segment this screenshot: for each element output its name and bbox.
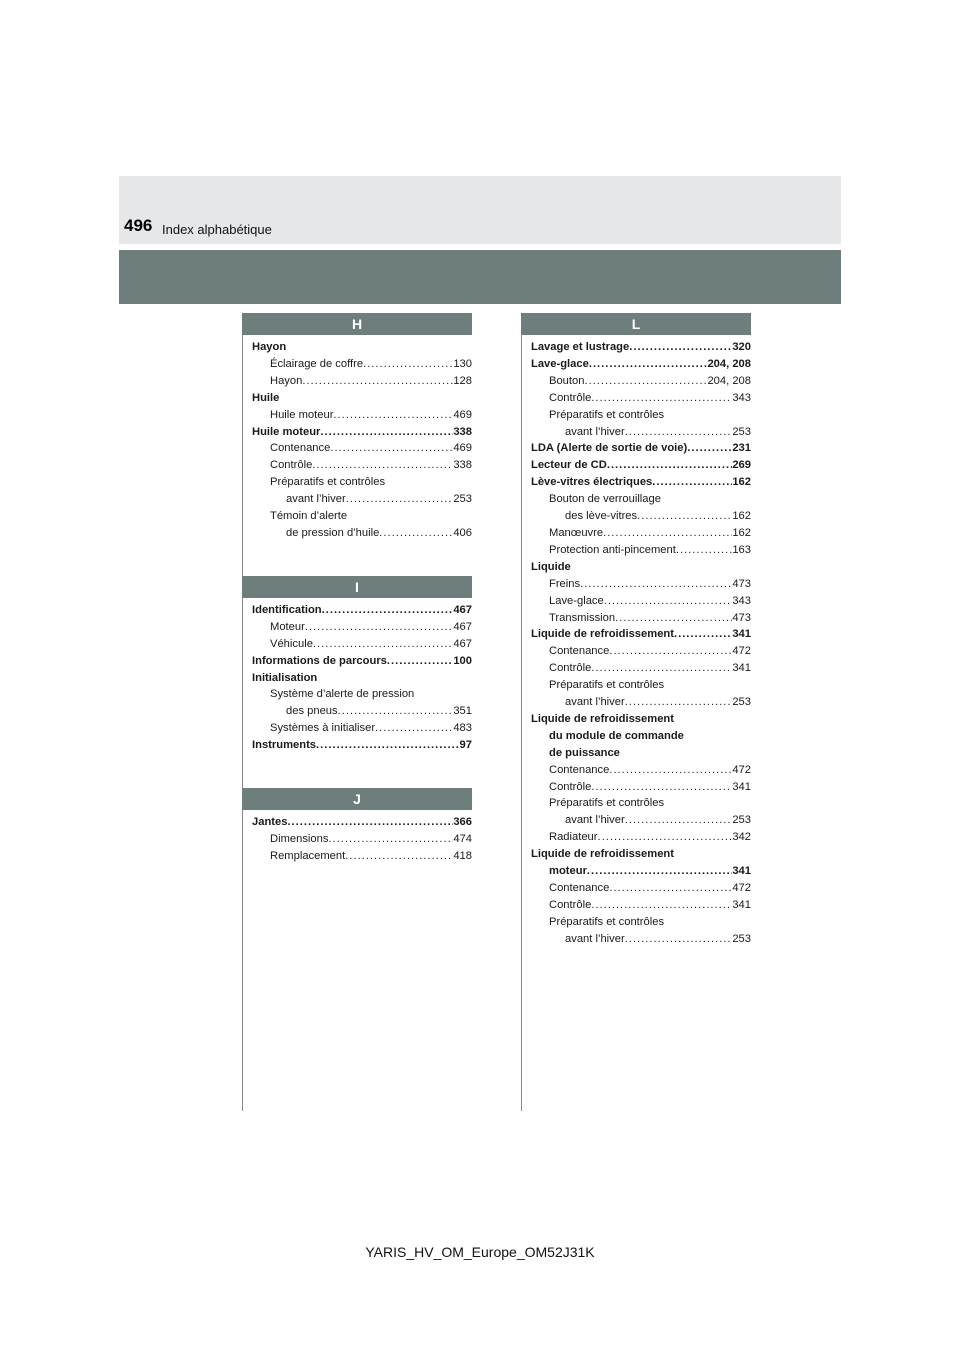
- index-entry-label: Contrôle: [270, 459, 313, 472]
- index-entry-label: Contenance: [549, 645, 610, 658]
- index-entry-page: 269: [732, 459, 751, 472]
- index-entry[interactable]: [252, 670, 472, 687]
- index-entry[interactable]: [531, 728, 751, 745]
- index-entry-label: Véhicule: [270, 637, 313, 650]
- index-entry-page: 163: [732, 543, 751, 556]
- index-entry-page: 204, 208: [707, 357, 751, 370]
- index-entry[interactable]: [252, 457, 472, 474]
- index-entry-label: Préparatifs et contrôles: [549, 679, 665, 692]
- section-gap: [242, 768, 472, 788]
- dot-leader: [591, 390, 732, 407]
- index-entry-page: 343: [732, 594, 751, 607]
- page-number: 496: [124, 216, 153, 235]
- index-entry-label: Lave-glace: [549, 594, 604, 607]
- dot-leader: [652, 474, 732, 491]
- index-entry-page: 253: [732, 814, 751, 827]
- index-entry-label: avant l’hiver: [565, 814, 625, 827]
- dot-leader: [328, 831, 453, 848]
- index-entry-page: 467: [453, 637, 472, 650]
- index-entry[interactable]: [531, 424, 751, 441]
- index-entry[interactable]: [252, 848, 472, 865]
- dot-leader: [287, 814, 453, 831]
- index-entry-label: Protection anti-pincement: [549, 543, 676, 556]
- dot-leader: [637, 508, 732, 525]
- index-entry[interactable]: [531, 711, 751, 728]
- index-entry[interactable]: [531, 863, 751, 880]
- section-gap: [242, 556, 472, 576]
- index-entry-page: 128: [453, 374, 472, 387]
- dot-leader: [305, 619, 454, 636]
- index-entry-page: 162: [732, 476, 751, 489]
- index-entry[interactable]: [531, 457, 751, 474]
- index-entry[interactable]: [531, 779, 751, 796]
- index-entry[interactable]: [531, 610, 751, 627]
- index-entry[interactable]: [531, 829, 751, 846]
- index-entry-page: 473: [732, 611, 751, 624]
- index-entry-page: 253: [453, 493, 472, 506]
- index-entry-page: 474: [453, 832, 472, 845]
- dot-leader: [302, 373, 453, 390]
- index-entry-label: Liquide: [531, 560, 571, 573]
- dot-leader: [345, 848, 453, 865]
- index-entry-label: Instruments: [252, 739, 317, 752]
- index-entry-page: 343: [732, 391, 751, 404]
- dot-leader: [625, 694, 733, 711]
- index-entry-label: Contrôle: [549, 780, 592, 793]
- index-entry-label: avant l’hiver: [565, 425, 625, 438]
- index-entry-page: 130: [453, 357, 472, 370]
- index-entry-page: 473: [732, 577, 751, 590]
- index-entry[interactable]: [531, 880, 751, 897]
- dot-leader: [629, 339, 732, 356]
- index-entry[interactable]: [252, 407, 472, 424]
- index-entry-label: Huile moteur: [270, 408, 334, 421]
- index-entry-label: Lecteur de CD: [531, 459, 607, 472]
- index-entry-page: 162: [732, 510, 751, 523]
- index-entry-label: avant l’hiver: [565, 932, 625, 945]
- dot-leader: [604, 593, 733, 610]
- index-entry-label: Huile: [252, 391, 280, 404]
- index-entry-list: [242, 598, 472, 768]
- index-entry-page: 469: [453, 442, 472, 455]
- dot-leader: [320, 424, 453, 441]
- dot-leader: [591, 779, 732, 796]
- index-entry[interactable]: [531, 694, 751, 711]
- index-entry-page: 338: [453, 459, 472, 472]
- index-entry[interactable]: [531, 525, 751, 542]
- index-letter-heading: J: [242, 788, 472, 810]
- index-entry-page: 341: [732, 628, 751, 641]
- index-entry[interactable]: [531, 660, 751, 677]
- index-entry[interactable]: [531, 846, 751, 863]
- index-entry-page: 253: [732, 932, 751, 945]
- index-column-left: [242, 313, 472, 899]
- index-entry-label: avant l’hiver: [565, 696, 625, 709]
- dot-leader: [615, 610, 732, 627]
- index-entry[interactable]: [531, 339, 751, 356]
- index-entry[interactable]: [252, 831, 472, 848]
- index-entry[interactable]: [531, 542, 751, 559]
- index-entry[interactable]: [531, 593, 751, 610]
- index-entry[interactable]: [531, 356, 751, 373]
- index-entry-page: 351: [453, 705, 472, 718]
- index-entry-page: 472: [732, 882, 751, 894]
- index-entry[interactable]: [252, 356, 472, 373]
- index-entry-page: 483: [453, 722, 472, 735]
- index-letter-heading: L: [521, 313, 751, 335]
- index-entry-label: Lève-vitres électriques: [531, 476, 653, 489]
- dot-leader: [598, 829, 733, 846]
- index-entry-page: 418: [453, 849, 472, 862]
- index-entry[interactable]: [531, 812, 751, 829]
- index-entry-page: 100: [453, 654, 472, 667]
- index-entry[interactable]: [531, 559, 751, 576]
- index-entry-label: Préparatifs et contrôles: [270, 476, 386, 489]
- index-entry[interactable]: [252, 636, 472, 653]
- index-entry-label: de pression d’huile: [286, 526, 380, 539]
- dot-leader: [609, 880, 732, 897]
- index-entry-label: Identification: [252, 603, 322, 616]
- index-entry-label: Informations de parcours: [252, 654, 387, 667]
- dot-leader: [676, 542, 732, 559]
- dot-leader: [603, 525, 732, 542]
- index-entry-page: 97: [459, 739, 472, 752]
- index-entry-page: 231: [732, 442, 751, 455]
- dot-leader: [313, 636, 453, 653]
- index-entry[interactable]: [252, 508, 472, 525]
- index-entry-page: 204, 208: [707, 374, 751, 387]
- dot-leader: [330, 440, 453, 457]
- dot-leader: [379, 525, 453, 542]
- dot-leader: [589, 356, 708, 373]
- index-entry-label: Hayon: [270, 374, 303, 387]
- index-entry-page: 366: [453, 816, 472, 829]
- index-entry-page: 320: [732, 341, 751, 353]
- dot-leader: [346, 491, 454, 508]
- index-entry[interactable]: [252, 686, 472, 703]
- index-entry-label: Préparatifs et contrôles: [549, 408, 665, 421]
- index-entry-label: Contrôle: [549, 898, 592, 911]
- index-entry[interactable]: [252, 619, 472, 636]
- index-entry-label: Liquide de refroidissement: [531, 712, 674, 725]
- index-entry[interactable]: [252, 602, 472, 619]
- dot-leader: [363, 356, 453, 373]
- index-entry[interactable]: [531, 914, 751, 931]
- index-entry[interactable]: [531, 795, 751, 812]
- index-entry[interactable]: [531, 745, 751, 762]
- index-entry-label: Bouton de verrouillage: [549, 493, 661, 506]
- index-entry[interactable]: [531, 931, 751, 948]
- index-entry-label: de puissance: [549, 746, 620, 759]
- index-entry-page: 467: [453, 603, 472, 616]
- index-entry-label: Contrôle: [549, 662, 592, 675]
- index-letter-heading: H: [242, 313, 472, 335]
- dot-leader: [591, 660, 732, 677]
- index-entry[interactable]: [531, 626, 751, 643]
- index-entry-page: 472: [732, 645, 751, 658]
- index-entry-label: Systèmes à initialiser: [270, 722, 376, 735]
- dot-leader: [312, 457, 453, 474]
- index-entry-page: 341: [732, 865, 751, 878]
- index-entry[interactable]: [252, 737, 472, 754]
- section-gap: [242, 879, 472, 899]
- index-entry[interactable]: [252, 703, 472, 720]
- index-entry[interactable]: [531, 897, 751, 914]
- index-entry[interactable]: [531, 677, 751, 694]
- index-entry-label: LDA (Alerte de sortie de voie): [531, 442, 688, 455]
- index-entry-label: Contrôle: [549, 391, 592, 404]
- index-entry[interactable]: [531, 491, 751, 508]
- index-entry-page: 469: [453, 408, 472, 421]
- index-entry-label: Témoin d’alerte: [270, 510, 348, 523]
- index-entry[interactable]: [252, 373, 472, 390]
- dot-leader: [609, 643, 732, 660]
- section-gap: [521, 962, 751, 982]
- index-entry-label: Système d’alerte de pression: [270, 688, 415, 701]
- dot-leader: [587, 863, 732, 880]
- index-entry-label: Jantes: [252, 816, 288, 829]
- index-entry-label: Lavage et lustrage: [531, 341, 630, 353]
- index-entry[interactable]: [531, 474, 751, 491]
- index-entry-label: des lève-vitres: [565, 510, 638, 523]
- index-entry-label: Initialisation: [252, 671, 318, 684]
- index-entry[interactable]: [531, 762, 751, 779]
- index-entry[interactable]: [531, 643, 751, 660]
- header-band: [119, 250, 841, 304]
- index-entry-page: 341: [732, 780, 751, 793]
- dot-leader: [625, 931, 733, 948]
- index-entry[interactable]: [252, 474, 472, 491]
- index-entry-label: Dimensions: [270, 832, 329, 845]
- dot-leader: [674, 626, 732, 643]
- index-entry-page: 342: [732, 831, 751, 844]
- index-entry[interactable]: [252, 653, 472, 670]
- index-entry-label: du module de commande: [549, 729, 684, 742]
- index-entry[interactable]: [252, 491, 472, 508]
- index-entry-label: Radiateur: [549, 831, 598, 844]
- index-entry-list: [521, 335, 751, 962]
- index-entry[interactable]: [531, 390, 751, 407]
- index-entry-label: Liquide de refroidissement: [531, 628, 674, 641]
- index-entry[interactable]: [252, 814, 472, 831]
- index-entry[interactable]: [531, 440, 751, 457]
- index-entry[interactable]: [531, 508, 751, 525]
- index-column-right: [521, 313, 751, 982]
- index-entry-page: 341: [732, 662, 751, 675]
- index-entry[interactable]: [252, 525, 472, 542]
- index-entry-label: Liquide de refroidissement: [531, 848, 674, 861]
- index-entry-page: 162: [732, 526, 751, 539]
- index-entry-page: 341: [732, 898, 751, 911]
- index-entry[interactable]: [531, 407, 751, 424]
- index-entry[interactable]: [252, 440, 472, 457]
- index-entry-label: Freins: [549, 577, 581, 590]
- index-entry-label: Contenance: [549, 763, 610, 776]
- index-entry-page: 406: [453, 526, 472, 539]
- dot-leader: [333, 407, 453, 424]
- dot-leader: [609, 762, 732, 779]
- dot-leader: [375, 720, 453, 737]
- dot-leader: [625, 812, 733, 829]
- index-entry[interactable]: [531, 373, 751, 390]
- dot-leader: [580, 576, 732, 593]
- index-entry-label: Préparatifs et contrôles: [549, 915, 665, 928]
- dot-leader: [584, 373, 707, 390]
- index-entry-page: 338: [453, 425, 472, 438]
- index-entry-label: Huile moteur: [252, 425, 321, 438]
- dot-leader: [387, 653, 453, 670]
- index-entry-label: avant l’hiver: [286, 493, 346, 506]
- index-entry-label: Manœuvre: [549, 526, 604, 539]
- index-entry-page: 472: [732, 763, 751, 776]
- index-entry[interactable]: [252, 424, 472, 441]
- document-id: YARIS_HV_OM_Europe_OM52J31K: [365, 1244, 595, 1260]
- index-entry-label: Transmission: [549, 611, 616, 624]
- index-entry-list: [242, 810, 472, 879]
- index-entry-page: 253: [732, 425, 751, 438]
- index-entry-label: Éclairage de coffre: [270, 357, 364, 370]
- index-entry-label: Hayon: [252, 341, 287, 353]
- index-entry-label: Contenance: [270, 442, 331, 455]
- index-entry-page: 467: [453, 620, 472, 633]
- index-entry-label: Lave-glace: [531, 357, 589, 370]
- index-entry-label: Moteur: [270, 620, 305, 633]
- index-letter-heading: I: [242, 576, 472, 598]
- index-entry[interactable]: [531, 576, 751, 593]
- dot-leader: [687, 440, 732, 457]
- dot-leader: [338, 703, 454, 720]
- section-title: Index alphabétique: [162, 222, 272, 237]
- dot-leader: [625, 424, 733, 441]
- dot-leader: [316, 737, 460, 754]
- index-entry[interactable]: [252, 339, 472, 356]
- index-entry[interactable]: [252, 390, 472, 407]
- index-entry-label: Préparatifs et contrôles: [549, 797, 665, 810]
- dot-leader: [591, 897, 732, 914]
- index-entry-label: Remplacement: [270, 849, 346, 862]
- index-entry-label: des pneus: [286, 705, 338, 718]
- index-entry-page: 253: [732, 696, 751, 709]
- index-entry-list: [242, 335, 472, 556]
- dot-leader: [607, 457, 732, 474]
- index-entry-label: Contenance: [549, 882, 610, 894]
- dot-leader: [322, 602, 454, 619]
- index-entry[interactable]: [252, 720, 472, 737]
- index-entry-label: Bouton: [549, 374, 585, 387]
- index-entry-label: moteur: [549, 865, 587, 878]
